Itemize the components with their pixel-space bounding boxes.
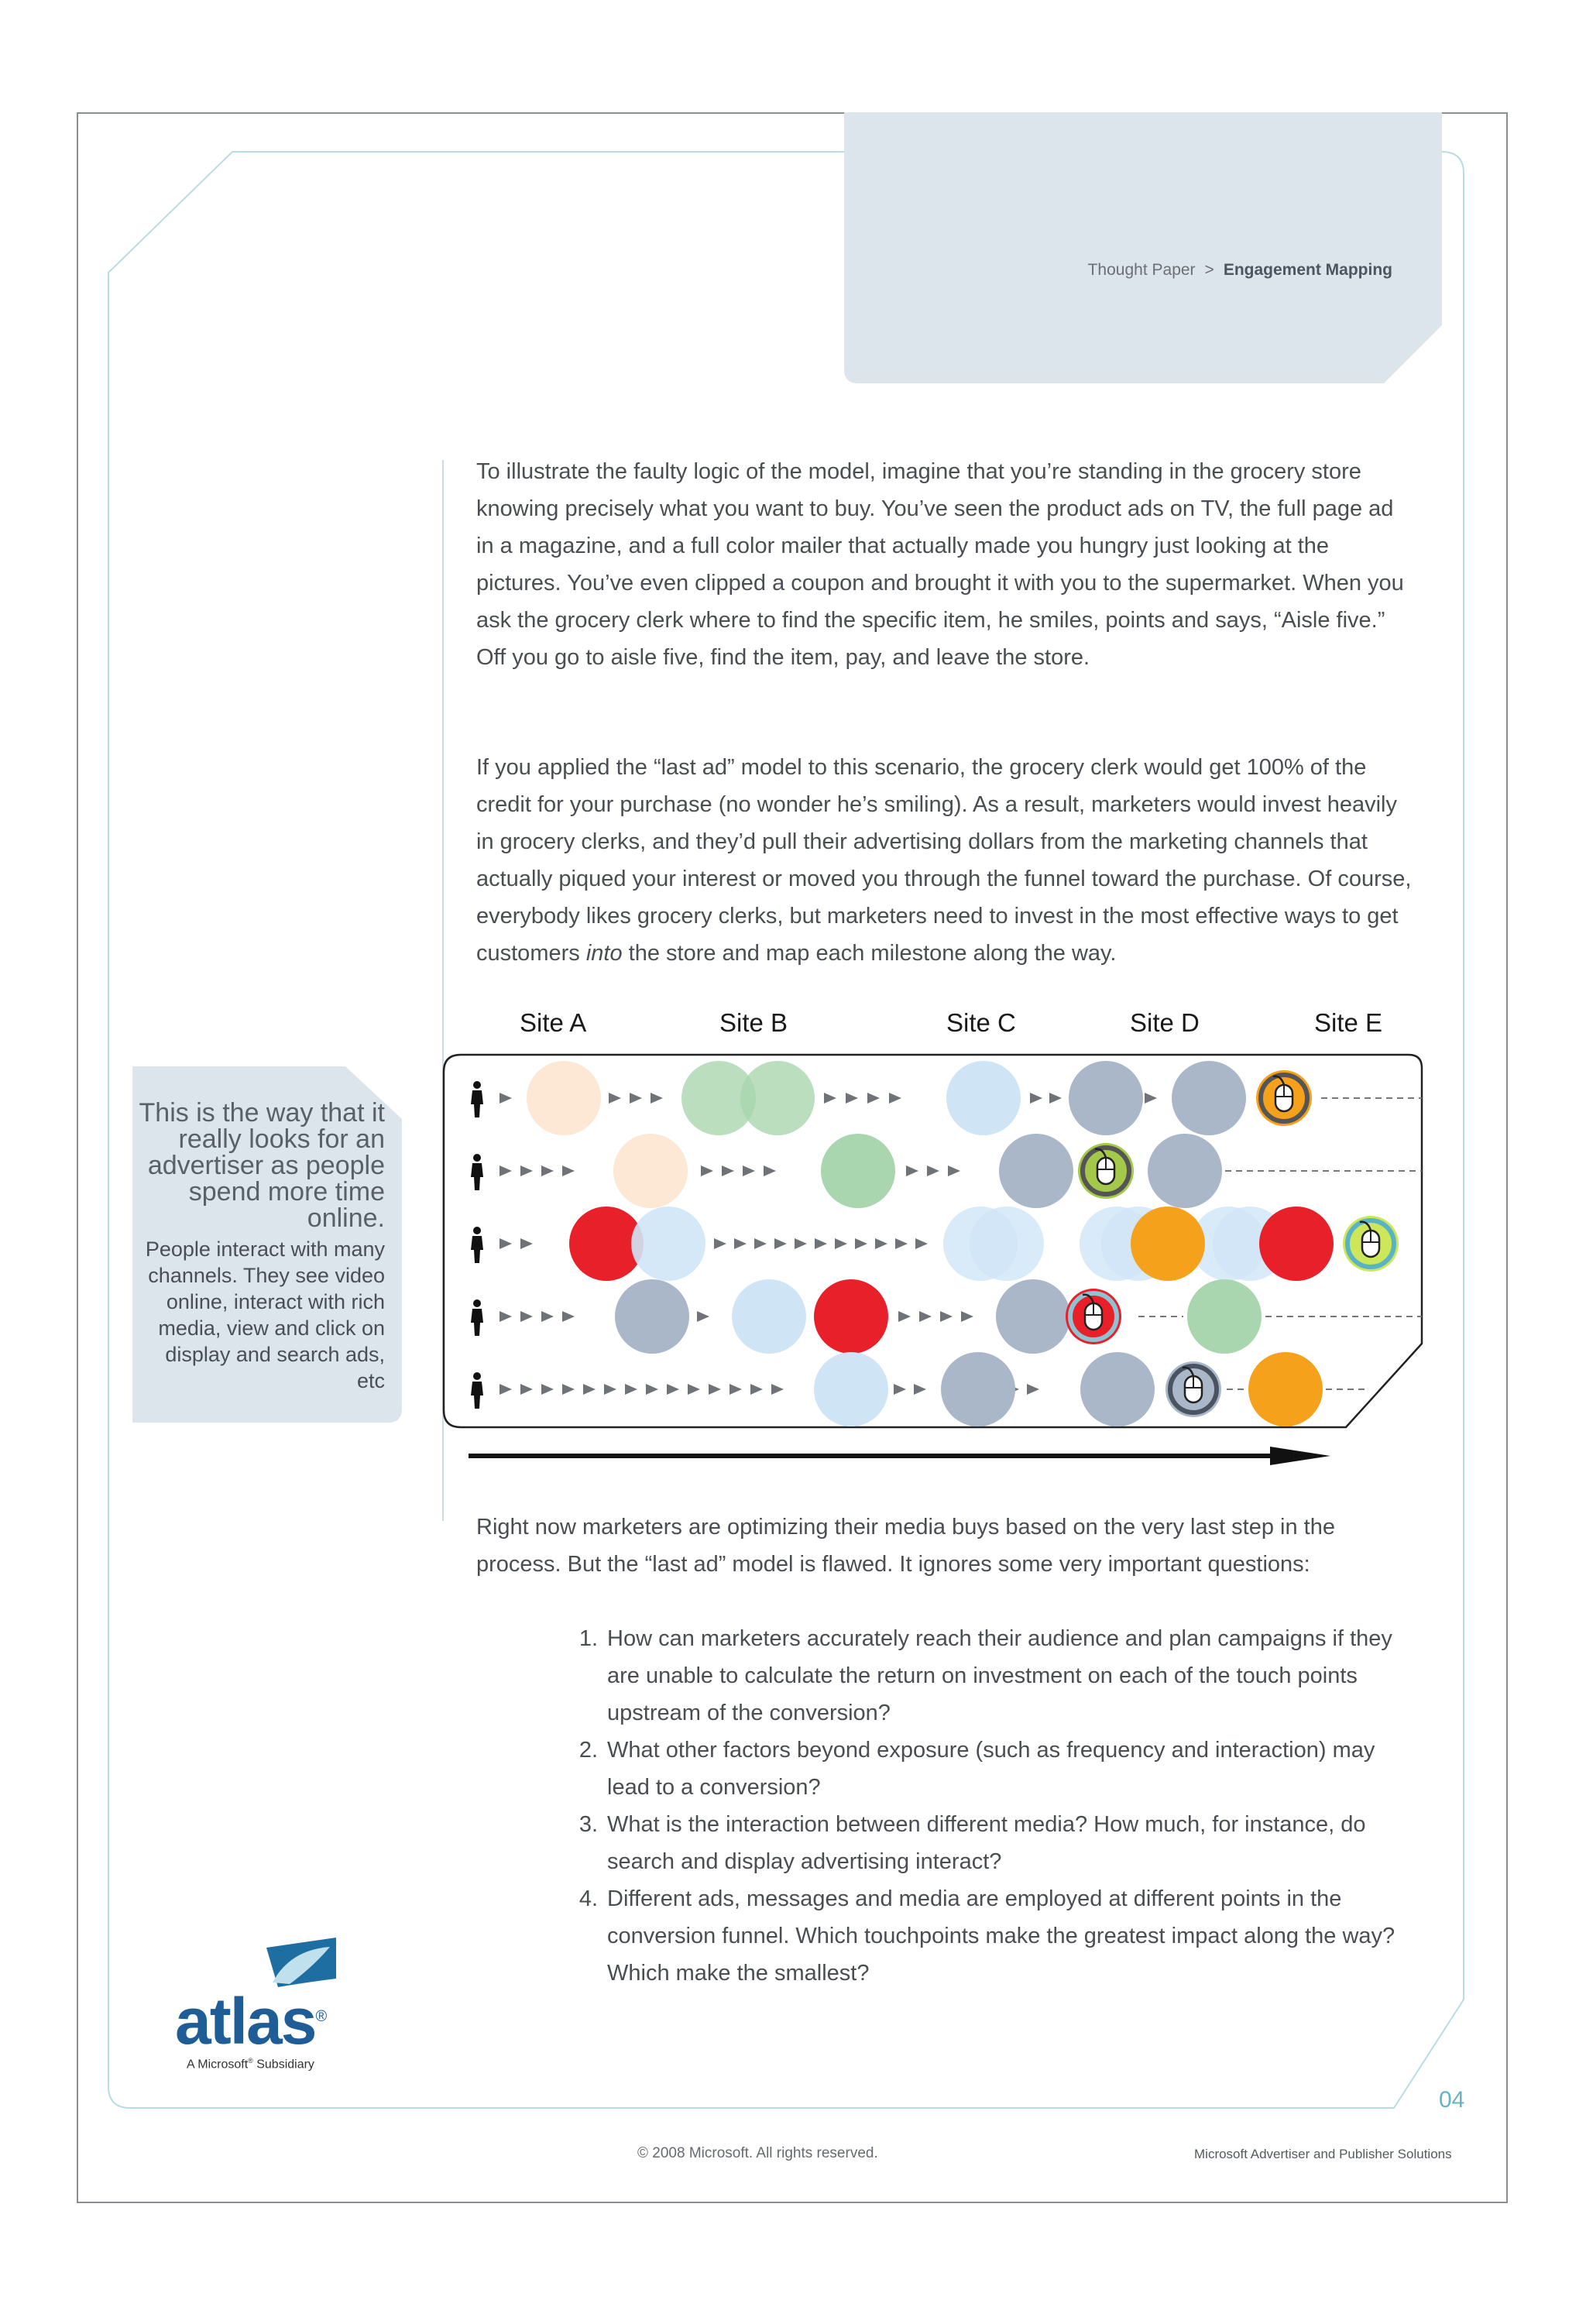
breadcrumb-parent[interactable]: Thought Paper xyxy=(1087,261,1196,279)
question-number: 2. xyxy=(578,1738,598,1763)
logo-tagline-b: Subsidiary xyxy=(252,2058,314,2072)
touchpoint-circle xyxy=(946,1061,1021,1135)
question-list xyxy=(559,1620,1419,1992)
touchpoint-circle xyxy=(970,1207,1044,1281)
site-label-c: Site C xyxy=(946,1008,1016,1037)
touchpoint-circle xyxy=(1080,1352,1155,1426)
touchpoint-circle xyxy=(941,1352,1015,1426)
touchpoint-circle xyxy=(1172,1061,1246,1135)
touchpoint-circle xyxy=(814,1279,888,1354)
touchpoint-circle xyxy=(631,1207,705,1281)
question-text: What is the interaction between different media? How much, for instance, do search and display advertising interact? xyxy=(607,1812,1366,1874)
paragraph-1: To illustrate the faulty logic of the model, imagine that you’re standing in the grocery store knowing precisely what you want to buy. You’ve seen the product ads on TV, the full page ad in a magazine, and a full color mailer that actually made you hungry just looking at the pictures. You’ve even clipped a coupon and brought it with you to the supermarket. When you ask the grocery clerk where to find the specific item, he smiles, points and says, “Aisle five.” Off you go to aisle five, find the item, pay, and leave the store. xyxy=(476,459,1404,670)
engagement-diagram xyxy=(441,1053,1425,1471)
paragraph-2-emphasis: into xyxy=(585,941,623,966)
page-number: 04 xyxy=(1439,2087,1465,2113)
touchpoint-circle xyxy=(740,1061,815,1135)
footer-company: Microsoft Advertiser and Publisher Solutions xyxy=(1194,2147,1452,2161)
logo-word: atlas xyxy=(175,1985,316,2058)
question-text: How can marketers accurately reach their audience and plan campaigns if they are unable to calculate the return on investment on each of the touch points upstream of the conversion? xyxy=(607,1626,1392,1725)
touchpoint-circle xyxy=(615,1279,689,1354)
question-number: 4. xyxy=(578,1886,598,1911)
touchpoint-circle xyxy=(527,1061,601,1135)
paragraph-2 xyxy=(476,749,1417,972)
touchpoint-circle xyxy=(1069,1061,1143,1135)
sidebar-body: People interact with many channels. They see video online, interact with rich media, view and click on display and search ads, etc xyxy=(145,1238,385,1392)
question-item xyxy=(559,1880,1419,1992)
atlas-logo-mark xyxy=(259,1936,344,1990)
touchpoint-circle xyxy=(1248,1352,1323,1426)
touchpoint-circle xyxy=(996,1279,1070,1354)
touchpoint-circle xyxy=(1131,1207,1205,1281)
touchpoint-circle xyxy=(999,1134,1073,1208)
touchpoint-circle xyxy=(732,1279,806,1354)
touchpoint-circle xyxy=(821,1134,895,1208)
logo-tagline xyxy=(187,2057,314,2072)
breadcrumb-separator: > xyxy=(1204,261,1214,279)
question-number: 3. xyxy=(578,1812,598,1837)
touchpoint-circle xyxy=(613,1134,688,1208)
paragraph-2-text-a: If you applied the “last ad” model to this scenario, the grocery clerk would get 100% of the credit for your purchase (no wonder he’s smiling). As a result, marketers would invest heavily in grocery clerks, and they’d pull their advertising dollars from the marketing channels that actually piqued your interest or moved you through the funnel toward the purchase. Of course, everybody likes grocery clerks, but marketers need to invest in the most effective ways to get customers xyxy=(476,755,1412,966)
site-label-b: Site B xyxy=(719,1008,788,1037)
question-number: 1. xyxy=(578,1626,598,1651)
question-text: What other factors beyond exposure (such as frequency and interaction) may lead to a conversion? xyxy=(607,1738,1375,1800)
atlas-logo xyxy=(175,1984,325,2059)
timeline-arrow xyxy=(469,1447,1330,1465)
question-item xyxy=(559,1732,1419,1806)
breadcrumb xyxy=(844,261,1392,280)
sidebar-heading: This is the way that it really looks for an advertiser as people spend more time online. xyxy=(139,1098,385,1233)
site-label-e: Site E xyxy=(1314,1008,1383,1037)
header-tab xyxy=(844,112,1442,383)
logo-registered: ® xyxy=(315,2008,326,2025)
logo-tagline-reg: ® xyxy=(248,2057,253,2065)
question-text: Different ads, messages and media are employed at different points in the conversion funnel. Which touchpoints make the greatest impact along the way? Which make the smallest? xyxy=(607,1886,1395,1986)
logo-tagline-a: A Microsoft xyxy=(187,2058,249,2072)
paragraph-2-text-b: the store and map each milestone along the way. xyxy=(622,941,1117,966)
site-label-a: Site A xyxy=(520,1008,587,1037)
paragraph-3: Right now marketers are optimizing their media buys based on the very last step in the process. But the “last ad” model is flawed. It ignores some very important questions: xyxy=(476,1515,1335,1577)
breadcrumb-current: Engagement Mapping xyxy=(1223,261,1392,279)
touchpoint-circle xyxy=(814,1352,888,1426)
copyright-text: © 2008 Microsoft. All rights reserved. xyxy=(637,2145,878,2161)
site-label-d: Site D xyxy=(1130,1008,1200,1037)
question-item xyxy=(559,1620,1419,1732)
touchpoint-circle xyxy=(1148,1134,1222,1208)
question-item xyxy=(559,1806,1419,1880)
touchpoint-circle xyxy=(1259,1207,1334,1281)
touchpoint-circle xyxy=(1187,1279,1262,1354)
